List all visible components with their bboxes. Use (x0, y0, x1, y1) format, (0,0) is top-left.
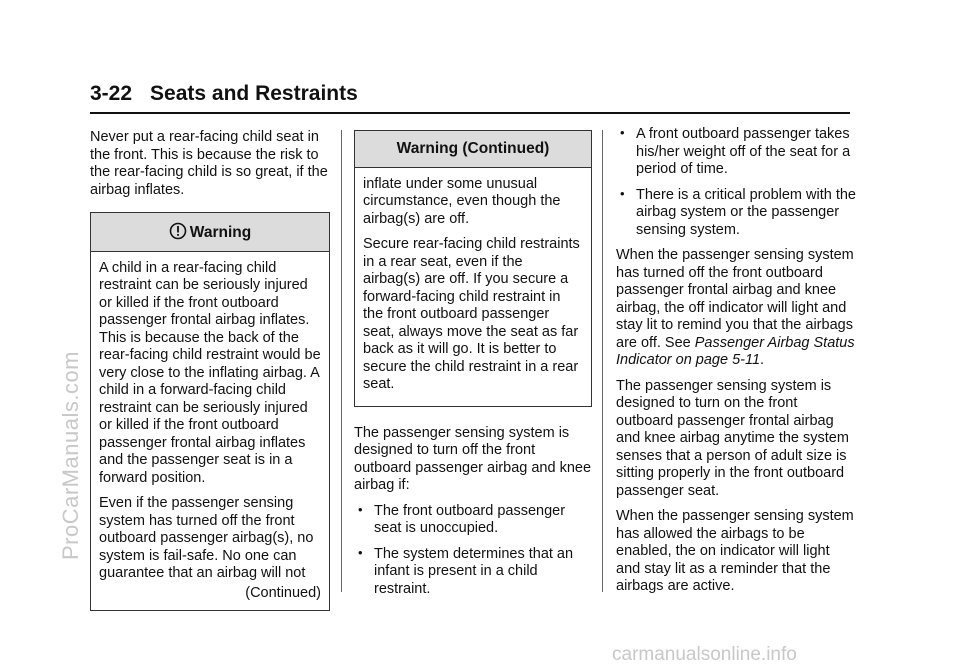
page-header (90, 82, 850, 106)
cross-reference-link[interactable]: Passenger Airbag Status Indicator on page 5-11 (616, 334, 855, 368)
column-3 (616, 126, 856, 604)
section-title: Seats and Restraints (150, 82, 358, 105)
column-divider (602, 130, 603, 592)
side-watermark: ProCarManuals.com (58, 350, 83, 560)
warning-icon (169, 222, 187, 240)
list-item: • There is a critical problem with the airbag system or the passenger sensing system. (616, 187, 856, 240)
warning-paragraph: Even if the passenger sensing system has turned off the front outboard passenger airbag(s), no system is fail-safe. No one can guarantee that an airbag will not (99, 495, 314, 581)
bullet-list (354, 503, 592, 599)
bullet-list (616, 126, 856, 239)
header-rule (90, 112, 850, 114)
warning-box (90, 212, 330, 611)
warning-continued-body (355, 168, 591, 406)
column-divider (341, 130, 342, 592)
intro-paragraph: Never put a rear-facing child seat in the front. This is because the risk to the rear-facing child is so great, if the airbag inflates. (90, 129, 328, 198)
warning-continued-header: Warning (Continued) (355, 131, 591, 168)
warning-body (91, 252, 329, 611)
column-1 (90, 129, 330, 611)
continued-label: (Continued) (245, 584, 321, 601)
warning-continued-box (354, 130, 592, 407)
body-paragraph: When the passenger sensing system has allowed the airbags to be enabled, the on indicator will light and stay lit as a reminder that the airbags are active. (616, 508, 854, 594)
list-item: • The front outboard passenger seat is unoccupied. (354, 503, 592, 538)
list-item: • The system determines that an infant is present in a child restraint. (354, 546, 592, 599)
paragraph-text: When the passenger sensing system has turned off the front outboard passenger frontal airbag and knee airbag, the off indicator will light and stay lit to remind you that the airbags are off. See (616, 247, 854, 351)
warning-title: Warning (189, 224, 252, 241)
warning-paragraph: inflate under some unusual circumstance, even though the airbag(s) are off. (363, 175, 561, 227)
body-paragraph: The passenger sensing system is designed to turn off the front outboard passenger airbag and knee airbag if: (354, 424, 592, 493)
column-2 (354, 130, 592, 606)
warning-paragraph: A child in a rear-facing child restraint can be seriously injured or killed if the front outboard passenger frontal airbag inflates. This is because the back of the rear-facing child restraint would be very close to the inflating airbag. A child in a forward-facing child restraint can be seriously injured or killed if the front outboard passenger frontal airbag inflates and the passenger seat is in a forward position. (99, 259, 321, 486)
body-paragraph (616, 247, 856, 370)
warning-header (91, 213, 329, 252)
list-item: • A front outboard passenger takes his/her weight off of the seat for a period of time. (616, 126, 856, 179)
warning-paragraph: Secure rear-facing child restraints in a rear seat, even if the airbag(s) are off. If you secure a forward-facing child restraint in the front outboard passenger seat, always move the seat as far back as it will go. It is better to secure the child restraint in a rear seat. (363, 236, 580, 392)
bottom-watermark: carmanualsonline.info (612, 644, 797, 665)
page-number: 3-22 (90, 82, 133, 105)
paragraph-end: . (760, 352, 765, 368)
body-paragraph: The passenger sensing system is designed to turn on the front outboard passenger frontal airbag and knee airbag anytime the system senses that a person of adult size is sitting properly in the front outboard passenger seat. (616, 377, 849, 499)
